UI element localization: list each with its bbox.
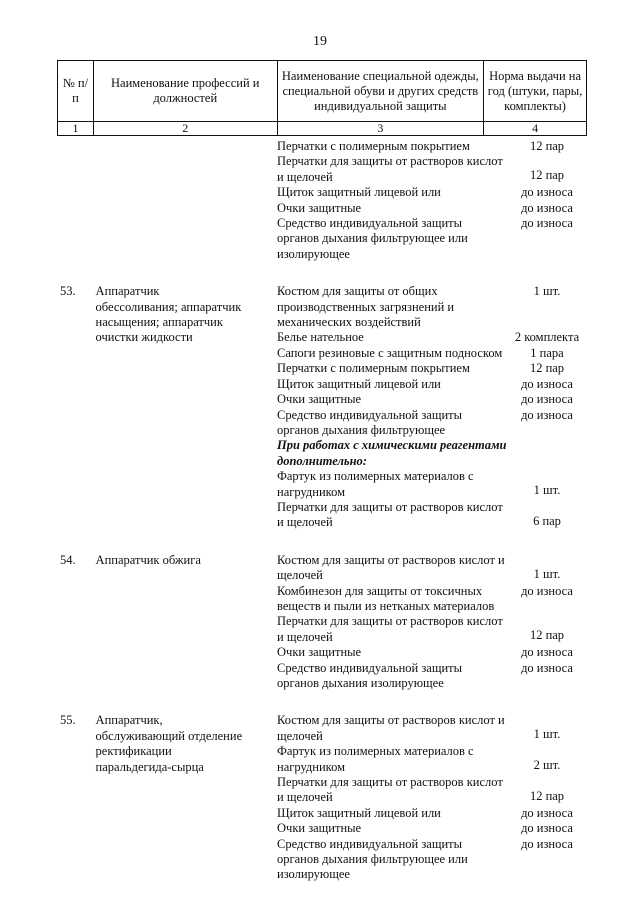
equipment-name: Щиток защитный лицевой или: [277, 185, 441, 200]
profession-name: Аппаратчик обессоливания; аппаратчик насыщения; аппаратчик очистки жидкости: [95, 284, 242, 345]
equipment-item: [277, 500, 587, 531]
equipment-name: Очки защитные: [277, 200, 362, 215]
issue-norm: до износа: [521, 836, 573, 851]
equipment-name: Комбинезон для защиты от токсичных веществ и пыли из нетканых материалов: [277, 583, 495, 613]
equipment-name: Перчатки с полимерным покрытием: [277, 361, 470, 376]
equipment-item: [277, 330, 587, 345]
table-row: [57, 713, 587, 882]
equipment-name: При работах с химическими реагентами дополнительно:: [277, 438, 507, 468]
issue-norm: до износа: [521, 407, 573, 422]
table-row: [57, 284, 587, 531]
issue-norm: 12 пар: [529, 361, 565, 376]
issue-norm: 12 пар: [529, 168, 565, 183]
equipment-name: Костюм для защиты от общих производственных загрязнений и механических воздействий: [277, 284, 455, 330]
equipment-item: [277, 346, 587, 361]
header-index-4: 4: [484, 122, 587, 136]
equipment-name: Щиток защитный лицевой или: [277, 376, 441, 391]
issue-norm: до износа: [521, 805, 573, 820]
equipment-item: [277, 139, 587, 154]
issue-norm: [507, 438, 587, 469]
equipment-item: [277, 821, 587, 836]
issue-norm: 12 пар: [529, 139, 565, 153]
equipment-name: Костюм для защиты от растворов кислот и щелочей: [277, 552, 505, 583]
equipment-item: [277, 584, 587, 615]
issue-norm: до износа: [521, 185, 573, 200]
issue-norm: до износа: [521, 821, 573, 836]
issue-norm: до износа: [521, 660, 573, 675]
equipment-item: [277, 614, 587, 645]
equipment-name: Очки защитные: [277, 392, 362, 407]
profession-name: Аппаратчик, обслуживающий отделение ректификации паральдегида-сырца: [95, 713, 243, 774]
issue-norm: до износа: [521, 645, 573, 660]
issue-norm: 1 шт.: [533, 284, 561, 299]
equipment-item: [277, 837, 587, 883]
equipment-item: [277, 154, 587, 185]
equipment-item: [277, 392, 587, 407]
row-number: 53.: [60, 284, 76, 299]
equipment-name: Средство индивидуальной защиты органов дыхания изолирующее: [277, 660, 463, 690]
equipment-item: [277, 713, 587, 744]
table-header: [57, 60, 587, 136]
equipment-name: Очки защитные: [277, 645, 362, 660]
issue-norm: 1 шт.: [533, 566, 561, 581]
equipment-name: Перчатки для защиты от растворов кислот и щелочей: [277, 775, 503, 805]
equipment-name: Перчатки с полимерным покрытием: [277, 139, 470, 153]
equipment-item: [277, 553, 587, 584]
issue-norm: 1 пара: [530, 345, 564, 360]
issue-norm: 12 пар: [529, 628, 565, 643]
equipment-item: [277, 661, 587, 692]
table-row: [57, 139, 587, 262]
equipment-list: [277, 139, 587, 262]
row-number: 54.: [60, 552, 76, 567]
equipment-name: Сапоги резиновые с защитным подноском: [277, 345, 503, 360]
equipment-name: Фартук из полимерных материалов с нагрудником: [277, 469, 474, 499]
equipment-item: [277, 408, 587, 439]
equipment-list: [277, 713, 587, 882]
equipment-item: [277, 377, 587, 392]
header-norm: Норма выдачи на год (штуки, пары, комплекты): [484, 61, 587, 122]
header-index-3: 3: [277, 122, 484, 136]
equipment-item: [277, 806, 587, 821]
table-body: [57, 139, 587, 883]
equipment-item: [277, 216, 587, 262]
equipment-item: [277, 284, 587, 330]
equipment-name: Очки защитные: [277, 821, 362, 836]
equipment-item: [277, 201, 587, 216]
equipment-item: [277, 645, 587, 660]
equipment-item: [277, 469, 587, 500]
equipment-item: [277, 744, 587, 775]
header-index-2: 2: [93, 122, 277, 136]
table-row: [57, 553, 587, 692]
header-number: № п/п: [58, 61, 94, 122]
equipment-name: Щиток защитный лицевой или: [277, 805, 441, 820]
section-note: [277, 438, 587, 469]
header-equipment: Наименование специальной одежды, специальной обуви и других средств индивидуальной защиты: [277, 61, 484, 122]
equipment-name: Костюм для защиты от растворов кислот и щелочей: [277, 713, 505, 743]
equipment-item: [277, 775, 587, 806]
equipment-name: Перчатки для защиты от растворов кислот и щелочей: [277, 499, 503, 530]
issue-norm: до износа: [521, 216, 573, 231]
page-number: 19: [313, 34, 327, 49]
profession-name: Аппаратчик обжига: [95, 552, 201, 567]
issue-norm: до износа: [521, 583, 573, 598]
equipment-name: Средство индивидуальной защиты органов дыхания фильтрующее или изолирующее: [277, 216, 468, 261]
row-number: 55.: [60, 713, 76, 728]
equipment-list: [277, 284, 587, 531]
equipment-name: Белье нательное: [277, 330, 364, 345]
equipment-name: Средство индивидуальной защиты органов дыхания фильтрующее: [277, 407, 463, 437]
issue-norm: 12 пар: [529, 789, 565, 804]
header-profession: Наименование профессий и должностей: [93, 61, 277, 122]
equipment-item: [277, 185, 587, 200]
equipment-name: Перчатки для защиты от растворов кислот и щелочей: [277, 154, 503, 184]
equipment-name: Перчатки для защиты от растворов кислот и щелочей: [277, 614, 503, 644]
equipment-name: Средство индивидуальной защиты органов дыхания фильтрующее или изолирующее: [277, 836, 468, 882]
issue-norm: до износа: [521, 200, 573, 215]
issue-norm: 2 шт.: [533, 758, 561, 773]
issue-norm: 1 шт.: [533, 483, 561, 498]
issue-norm: до износа: [521, 376, 573, 391]
issue-norm: до износа: [521, 392, 573, 407]
issue-norm: 6 пар: [533, 513, 561, 528]
header-index-1: 1: [58, 122, 94, 136]
issue-norm: 1 шт.: [533, 727, 561, 742]
equipment-item: [277, 361, 587, 376]
equipment-name: Фартук из полимерных материалов с нагрудником: [277, 744, 474, 774]
equipment-list: [277, 553, 587, 692]
issue-norm: 2 комплекта: [514, 330, 580, 345]
